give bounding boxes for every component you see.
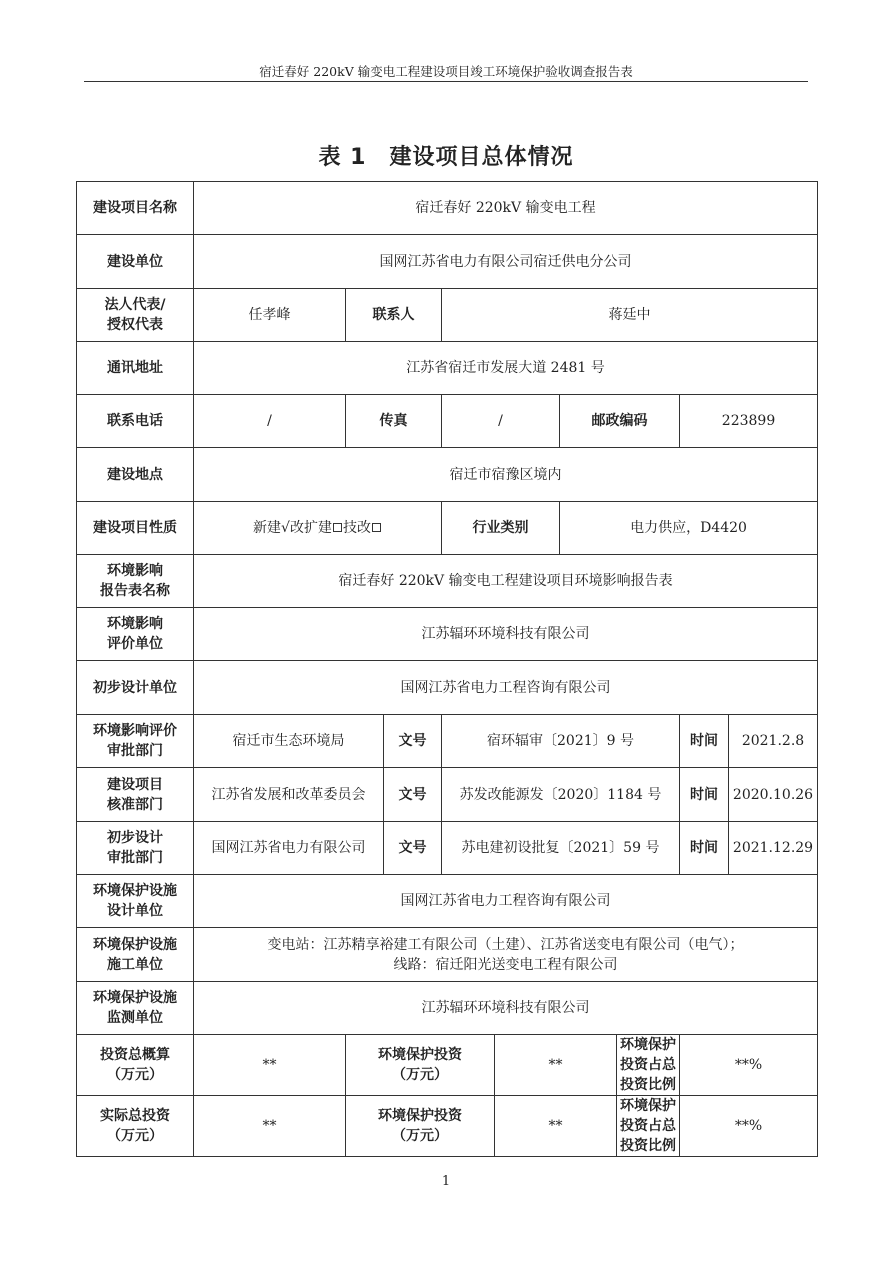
row-nature <box>77 502 818 555</box>
row-phone <box>77 395 818 448</box>
label-approval-dept: 建设项目 核准部门 <box>77 768 194 822</box>
label-env-invest: 环境保护投资 （万元） <box>346 1096 495 1157</box>
label-total-invest-est: 投资总概算 （万元） <box>77 1035 194 1096</box>
value-industry: 电力供应，D4420 <box>560 502 818 555</box>
row-eia-report-name <box>77 555 818 608</box>
label-contact: 联系人 <box>346 289 442 342</box>
value-project-name: 宿迁春好 220kV 输变电工程 <box>194 182 818 235</box>
value-env-monitor-unit: 江苏辐环环境科技有限公司 <box>194 982 818 1035</box>
value-builder: 国网江苏省电力有限公司宿迁供电分公司 <box>194 235 818 289</box>
value-prelim-time: 2021.12.29 <box>729 822 818 875</box>
env-construct-line-1: 变电站：江苏精享裕建工有限公司（土建）、江苏省送变电有限公司（电气）； <box>267 936 744 953</box>
value-total-invest-est: ** <box>194 1035 346 1096</box>
label-prelim-approval-dept: 初步设计 审批部门 <box>77 822 194 875</box>
label-env-invest: 环境保护投资 （万元） <box>346 1035 495 1096</box>
label-industry: 行业类别 <box>442 502 560 555</box>
value-eia-approval-dept: 宿迁市生态环境局 <box>194 715 384 768</box>
row-eia-unit <box>77 608 818 661</box>
value-location: 宿迁市宿豫区境内 <box>194 448 818 502</box>
value-approval-time: 2020.10.26 <box>729 768 818 822</box>
value-env-construct-unit <box>194 928 818 982</box>
label-doc-no: 文号 <box>384 715 442 768</box>
value-address: 江苏省宿迁市发展大道 2481 号 <box>194 342 818 395</box>
value-eia-time: 2021.2.8 <box>729 715 818 768</box>
value-approval-dept: 江苏省发展和改革委员会 <box>194 768 384 822</box>
label-project-name: 建设项目名称 <box>77 182 194 235</box>
label-eia-approval-dept: 环境影响评价 审批部门 <box>77 715 194 768</box>
label-doc-no: 文号 <box>384 768 442 822</box>
value-prelim-design-unit: 国网江苏省电力工程咨询有限公司 <box>194 661 818 715</box>
page-number: 1 <box>441 1174 451 1189</box>
value-phone: / <box>194 395 346 448</box>
row-eia-approval <box>77 715 818 768</box>
row-env-design-unit <box>77 875 818 928</box>
label-address: 通讯地址 <box>77 342 194 395</box>
label-env-ratio: 环境保护 投资占总 投资比例 <box>617 1035 680 1096</box>
row-invest-estimate <box>77 1035 818 1096</box>
label-env-design-unit: 环境保护设施 设计单位 <box>77 875 194 928</box>
row-address <box>77 342 818 395</box>
project-overview-table <box>76 181 818 1157</box>
row-legal-rep <box>77 289 818 342</box>
nature-new-text: 新建√改扩建 <box>253 520 332 536</box>
row-env-monitor-unit <box>77 982 818 1035</box>
value-nature <box>194 502 442 555</box>
label-location: 建设地点 <box>77 448 194 502</box>
value-legal-rep: 任孝峰 <box>194 289 346 342</box>
value-env-design-unit: 国网江苏省电力工程咨询有限公司 <box>194 875 818 928</box>
label-env-construct-unit: 环境保护设施 施工单位 <box>77 928 194 982</box>
value-actual-invest: ** <box>194 1096 346 1157</box>
value-env-ratio-actual: **% <box>680 1096 818 1157</box>
value-fax: / <box>442 395 560 448</box>
value-prelim-approval-dept: 国网江苏省电力有限公司 <box>194 822 384 875</box>
label-time: 时间 <box>680 768 729 822</box>
label-builder: 建设单位 <box>77 235 194 289</box>
value-eia-report-name: 宿迁春好 220kV 输变电工程建设项目环境影响报告表 <box>194 555 818 608</box>
nature-tech-text: 技改 <box>342 520 371 536</box>
label-doc-no: 文号 <box>384 822 442 875</box>
value-eia-doc-no: 宿环辐审〔2021〕9 号 <box>442 715 680 768</box>
value-postcode: 223899 <box>680 395 818 448</box>
label-phone: 联系电话 <box>77 395 194 448</box>
label-eia-unit: 环境影响 评价单位 <box>77 608 194 661</box>
row-prelim-design-unit <box>77 661 818 715</box>
label-postcode: 邮政编码 <box>560 395 680 448</box>
label-env-monitor-unit: 环境保护设施 监测单位 <box>77 982 194 1035</box>
value-eia-unit: 江苏辐环环境科技有限公司 <box>194 608 818 661</box>
page-header: 宿迁春好 220kV 输变电工程建设项目竣工环境保护验收调查报告表 <box>259 64 633 79</box>
row-invest-actual <box>77 1096 818 1157</box>
value-contact: 蒋廷中 <box>442 289 818 342</box>
label-time: 时间 <box>680 715 729 768</box>
value-prelim-doc-no: 苏电建初设批复〔2021〕59 号 <box>442 822 680 875</box>
row-location <box>77 448 818 502</box>
table-title: 表 1 建设项目总体情况 <box>318 145 574 170</box>
label-actual-invest: 实际总投资 （万元） <box>77 1096 194 1157</box>
row-env-construct-unit <box>77 928 818 982</box>
checkbox-icon <box>333 523 342 532</box>
label-nature: 建设项目性质 <box>77 502 194 555</box>
header-rule <box>84 81 808 82</box>
value-env-invest-est: ** <box>495 1035 617 1096</box>
checkbox-icon <box>372 523 381 532</box>
env-construct-line-2: 线路：宿迁阳光送变电工程有限公司 <box>393 956 618 973</box>
row-builder <box>77 235 818 289</box>
label-time: 时间 <box>680 822 729 875</box>
value-env-ratio-est: **% <box>680 1035 818 1096</box>
value-env-invest-actual: ** <box>495 1096 617 1157</box>
label-eia-report-name: 环境影响 报告表名称 <box>77 555 194 608</box>
row-prelim-approval <box>77 822 818 875</box>
label-env-ratio: 环境保护 投资占总 投资比例 <box>617 1096 680 1157</box>
label-legal-rep: 法人代表/ 授权代表 <box>77 289 194 342</box>
label-fax: 传真 <box>346 395 442 448</box>
row-approval <box>77 768 818 822</box>
row-project-name <box>77 182 818 235</box>
value-approval-doc-no: 苏发改能源发〔2020〕1184 号 <box>442 768 680 822</box>
label-prelim-design-unit: 初步设计单位 <box>77 661 194 715</box>
